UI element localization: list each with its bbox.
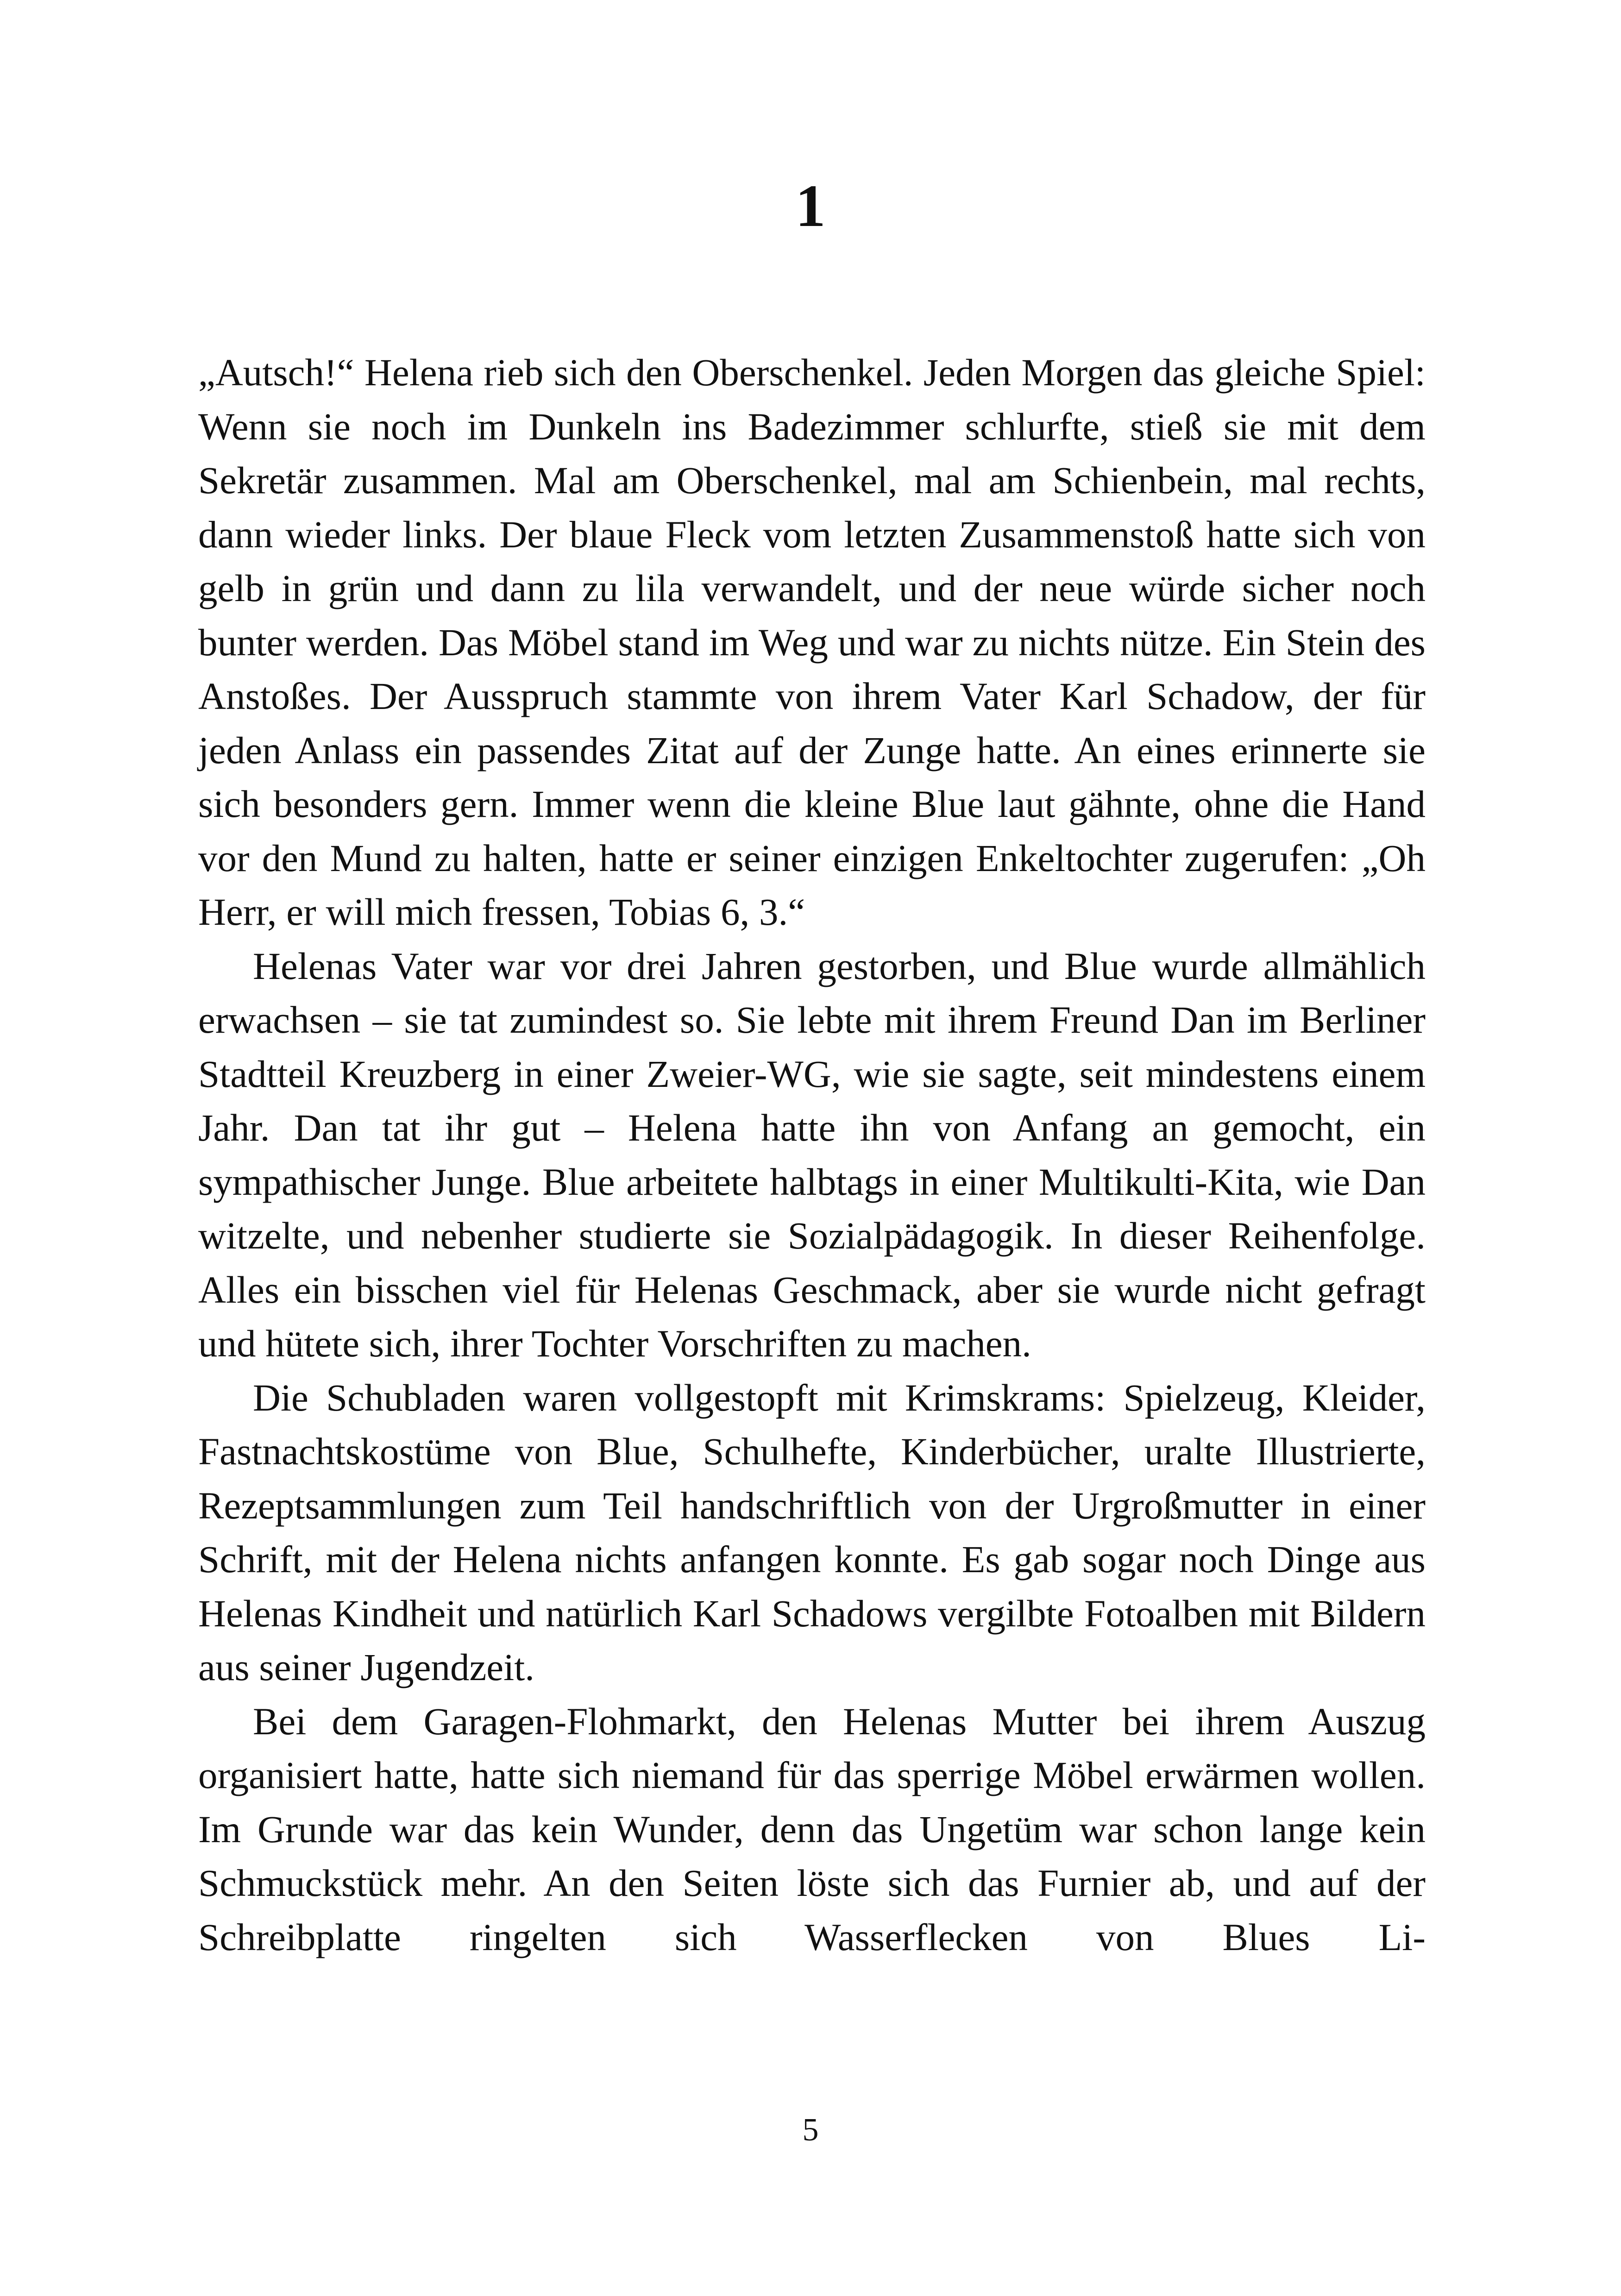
chapter-number: 1 bbox=[795, 173, 826, 239]
paragraph: „Autsch!“ Helena rieb sich den Oberschenkel. Jeden Morgen das gleiche Spiel: Wenn sie noch im Dunkeln ins Badezimmer schlurfte, stieß sie mit dem Sekretär zusammen. Mal am Oberschenkel, mal am Schienbein, mal rechts, dann wieder links. Der blaue Fleck vom letzten Zusammenstoß hatte sich von gelb in grün und dann zu lila verwandelt, und der neue würde sicher noch bunter werden. Das Möbel stand im Weg und war zu nichts nütze. Ein Stein des Anstoßes. Der Ausspruch stammte von ihrem Vater Karl Schadow, der für jeden Anlass ein passendes Zitat auf der Zunge hatte. An eines erinnerte sie sich besonders gern. Immer wenn die kleine Blue laut gähnte, ohne die Hand vor den Mund zu halten, hatte er seiner einzigen Enkeltochter zugerufen: „Oh Herr, er will mich fressen, Tobias 6, 3.“ bbox=[198, 351, 1426, 933]
paragraph: Helenas Vater war vor drei Jahren gestorben, und Blue wurde allmählich erwachsen – sie tat zumindest so. Sie lebte mit ihrem Freund Dan im Berliner Stadtteil Kreuzberg in einer Zweier-WG, wie sie sagte, seit mindestens einem Jahr. Dan tat ihr gut – Helena hatte ihn von Anfang an gemocht, ein sympathischer Junge. Blue arbeitete halbtags in einer Multikulti-Kita, wie Dan witzelte, und nebenher studierte sie Sozialpädagogik. In dieser Reihenfolge. Alles ein bisschen viel für Helenas Geschmack, aber sie wurde nicht gefragt und hütete sich, ihrer Tochter Vorschriften zu machen. bbox=[198, 944, 1426, 1365]
page-number: 5 bbox=[802, 2112, 819, 2148]
paragraph: Bei dem Garagen-Flohmarkt, den Helenas Mutter bei ihrem Auszug organisiert hatte, hatte sich niemand für das sperrige Möbel erwärmen wollen. Im Grunde war das kein Wunder, denn das Ungetüm war schon lange kein Schmuckstück mehr. An den Seiten löste sich das Furnier ab, und auf der Schreibplatte ringelten sich Wasserflecken von Blues Li- bbox=[198, 1700, 1426, 1958]
paragraph: Die Schubladen waren vollgestopft mit Krimskrams: Spielzeug, Kleider, Fastnachtskostüme von Blue, Schulhefte, Kinderbücher, uralte Illustrierte, Rezeptsammlungen zum Teil handschriftlich von der Urgroßmutter in einer Schrift, mit der Helena nichts anfangen konnte. Es gab sogar noch Dinge aus Helenas Kindheit und natürlich Karl Schadows vergilbte Fotoalben mit Bildern aus seiner Jugendzeit. bbox=[198, 1376, 1426, 1688]
body-text bbox=[198, 345, 1426, 1964]
